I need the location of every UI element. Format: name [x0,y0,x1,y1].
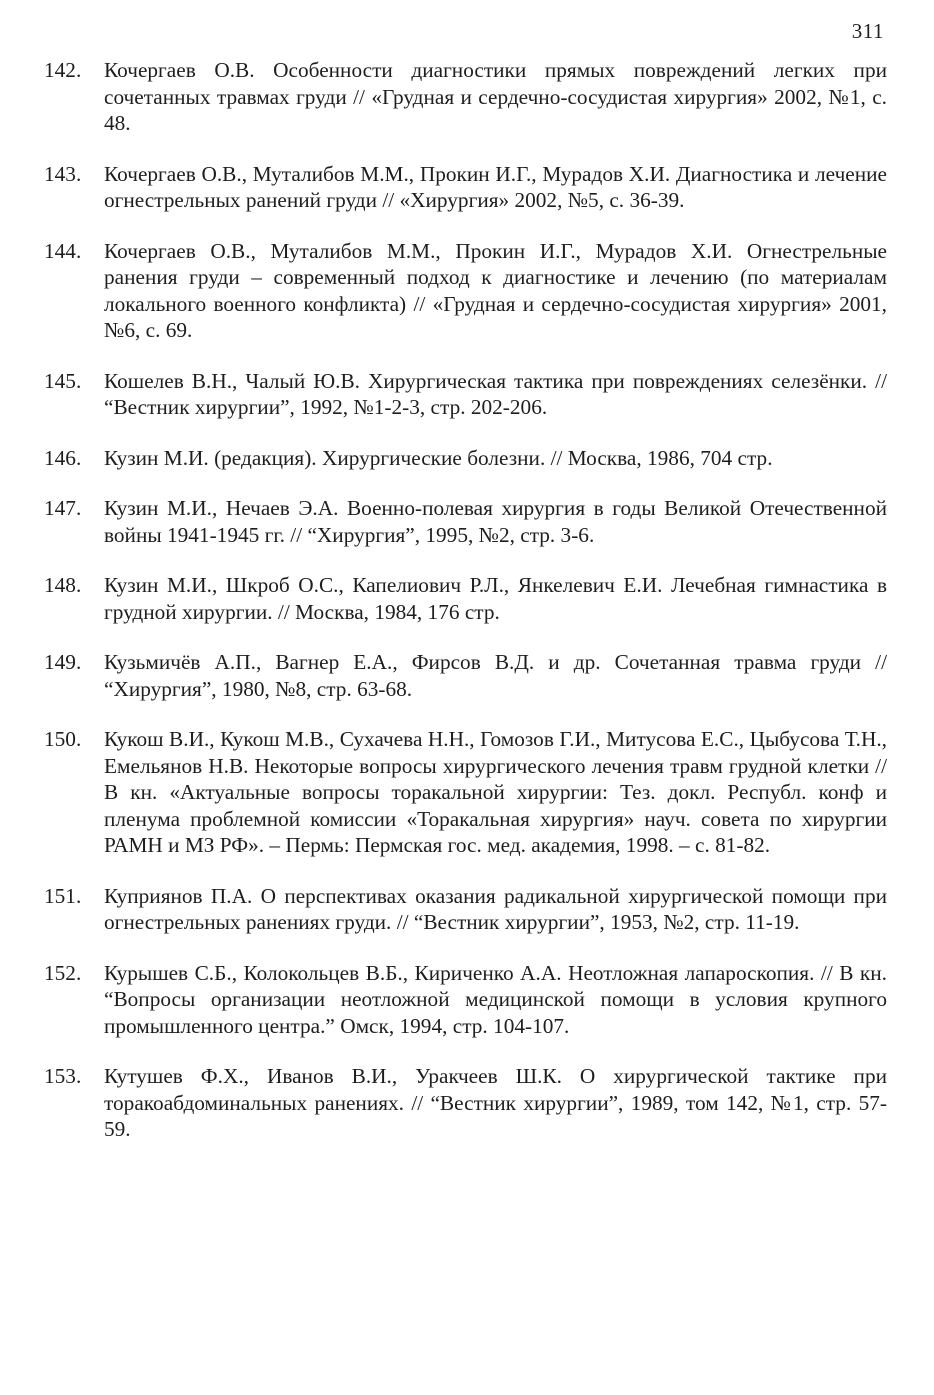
reference-item [44,445,887,472]
reference-text: Куприянов П.А. О перспективах оказания радикальной хирургической помощи при огнестрельных ранениях груди. // “Вестник хирургии”, 1953, №2, стр. 11-19. [104,883,887,934]
reference-number: 148. [44,573,82,597]
reference-number: 152. [44,960,82,985]
reference-text: Кузьмичёв А.П., Вагнер Е.А., Фирсов В.Д. и др. Сочетанная травма груди // “Хирургия”, 1980, №8, стр. 63-68. [104,650,887,701]
reference-item [44,649,887,702]
reference-item [44,726,887,859]
reference-number: 149. [44,650,82,674]
reference-number: 151. [44,883,82,908]
reference-number: 142. [44,58,82,82]
reference-item [44,238,887,344]
reference-item [44,495,887,548]
reference-number: 146. [44,445,82,470]
reference-number: 147. [44,496,82,520]
reference-text: Кузин М.И., Нечаев Э.А. Военно-полевая хирургия в годы Великой Отечественной войны 1941-1945 гг. // “Хирургия”, 1995, №2, стр. 3-6. [104,496,887,547]
page-number: 311 [851,19,884,43]
reference-item [44,572,887,625]
reference-number: 145. [44,368,82,393]
reference-item [44,57,887,137]
reference-text: Кочергаев О.В. Особенности диагностики прямых повреждений легких при сочетанных травмах груди // «Грудная и сердечно-сосудистая хирургия» 2002, №1, с. 48. [104,58,887,135]
reference-text: Кузин М.И., Шкроб О.С., Капелиович Р.Л., Янкелевич Е.И. Лечебная гимнастика в грудной хирургии. // Москва, 1984, 176 стр. [104,573,887,624]
reference-item [44,883,887,936]
reference-item [44,368,887,421]
reference-text: Кочергаев О.В., Муталибов М.М., Прокин И.Г., Мурадов Х.И. Диагностика и лечение огнестрельных ранений груди // «Хирургия» 2002, №5, с. 36-39. [104,161,887,212]
reference-text: Курышев С.Б., Колокольцев В.Б., Кириченко А.А. Неотложная лапароскопия. // В кн. “Вопросы организации неотложной медицинской помощи в условия крупного промышленного центра.” Омск, 1994, стр. 104-107. [104,960,887,1038]
reference-number: 144. [44,238,82,263]
reference-text: Кочергаев О.В., Муталибов М.М., Прокин И.Г., Мурадов Х.И. Огнестрельные ранения груди – современный подход к диагностике и лечению (по материалам локального военного конфликта) // «Грудная и сердечно-сосудистая хирургия» 2001, №6, с. 69. [104,238,887,342]
reference-list [44,57,887,1167]
reference-text: Кузин М.И. (редакция). Хирургические болезни. // Москва, 1986, 704 стр. [104,445,773,470]
reference-number: 143. [44,161,82,186]
reference-item [44,1063,887,1143]
reference-item [44,960,887,1040]
reference-text: Кошелев В.Н., Чалый Ю.В. Хирургическая тактика при повреждениях селезёнки. // “Вестник хирургии”, 1992, №1-2-3, стр. 202-206. [104,368,887,419]
reference-number: 150. [44,727,82,751]
reference-item [44,161,887,214]
reference-text: Кутушев Ф.Х., Иванов В.И., Уракчеев Ш.К. О хирургической тактике при торакоабдоминальных ранениях. // “Вестник хирургии”, 1989, том 142, №1, стр. 57-59. [104,1064,887,1141]
reference-text: Кукош В.И., Кукош М.В., Сухачева Н.Н., Гомозов Г.И., Митусова Е.С., Цыбусова Т.Н., Емельянов Н.В. Некоторые вопросы хирургического лечения травм грудной клетки // В кн. «Актуальные вопросы торакальной хирургии: Тез. докл. Республ. конф и пленума проблемной комиссии «Торакальная хирургия» науч. совета по хирургии РАМН и МЗ РФ». – Пермь: Пермская гос. мед. академия, 1998. – с. 81-82. [104,727,887,857]
reference-number: 153. [44,1064,82,1088]
